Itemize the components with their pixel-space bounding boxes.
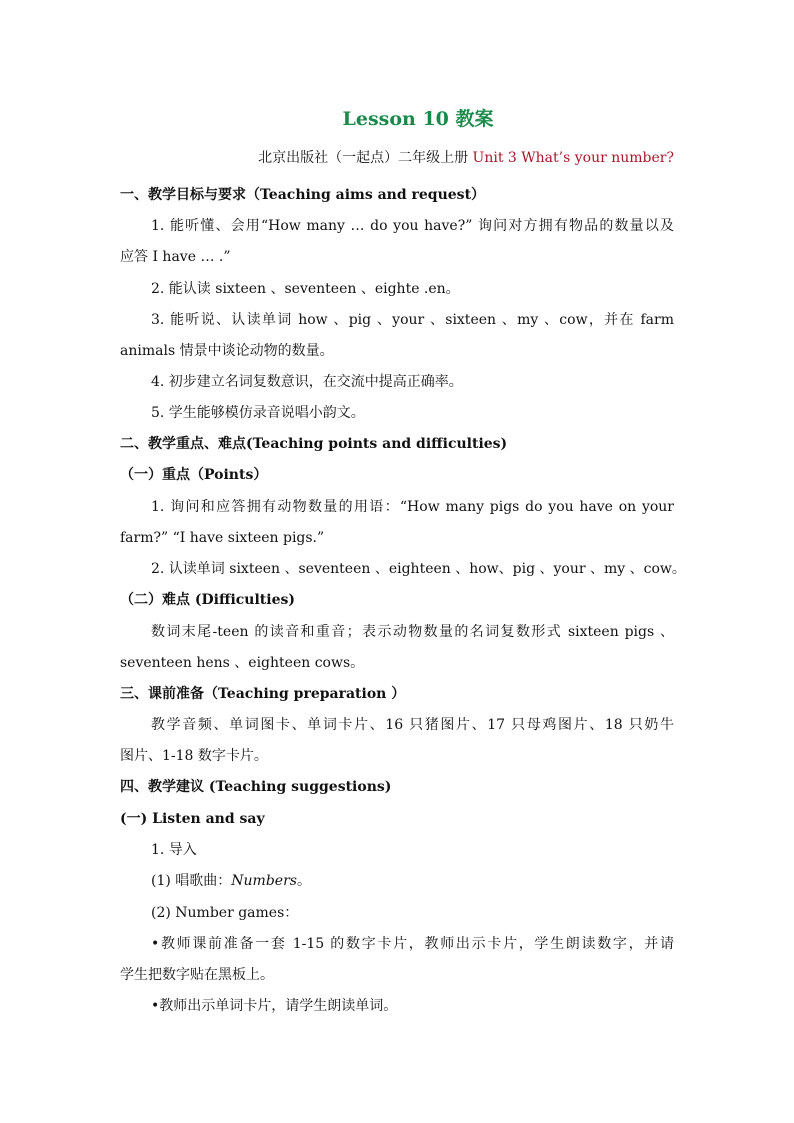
section-heading-prep: 三、课前准备（Teaching preparation ） (120, 686, 406, 702)
subtitle (120, 148, 674, 168)
bullet-2: •教师出示单词卡片，请学生朗读单词。 (151, 998, 398, 1014)
aims-item-3-line-1: 3. 能听说、认读单词 how 、pig 、your 、sixteen 、my 、cow，并在 farm (151, 312, 674, 328)
aims-item-1-line-1: 1. 能听懂、会用“How many … do you have?” 询问对方拥有物品的数量以及 (151, 218, 674, 234)
difficulties-line-1: 数词末尾-teen 的读音和重音；表示动物数量的名词复数形式 sixteen pigs 、 (151, 624, 674, 640)
aims-item-1-line-2: 应答 I have … .” (120, 249, 231, 265)
song-name: Numbers (231, 873, 297, 889)
song-suffix: 。 (296, 873, 311, 889)
difficulties-line-2: seventeen hens 、eighteen cows。 (120, 655, 365, 671)
bullet-1-line-2: 学生把数字贴在黑板上。 (120, 967, 274, 983)
step-1b-number-games: (2) Number games： (151, 905, 299, 921)
points-item-1-line-2: farm?” “I have sixteen pigs.” (120, 530, 325, 546)
step-1-intro: 1. 导入 (151, 842, 197, 858)
publisher-info: 北京出版社（一起点）二年级上册 (258, 150, 473, 166)
points-item-1-line-1: 1. 询问和应答拥有动物数量的用语：“How many pigs do you have on your (151, 499, 674, 515)
prep-line-1: 教学音频、单词图卡、单词卡片、16 只猪图片、17 只母鸡图片、18 只奶牛 (151, 717, 674, 733)
aims-item-4: 4. 初步建立名词复数意识，在交流中提高正确率。 (151, 374, 463, 390)
section-heading-suggestions: 四、教学建议 (Teaching suggestions) (120, 779, 392, 795)
subheading-points: （一）重点（Points） (120, 467, 268, 483)
subheading-listen-and-say: (一) Listen and say (120, 811, 265, 827)
song-prefix: (1) 唱歌曲： (151, 873, 232, 889)
aims-item-2: 2. 能认读 sixteen 、seventeen 、eighte .en。 (151, 281, 460, 297)
step-1a-song (151, 871, 674, 891)
unit-title: Unit 3 What’s your number? (472, 150, 674, 166)
section-heading-points: 二、教学重点、难点(Teaching points and difficulties) (120, 436, 508, 452)
subheading-difficulties: （二）难点 (Difficulties) (120, 592, 295, 608)
aims-item-3-line-2: animals 情景中谈论动物的数量。 (120, 343, 334, 359)
prep-line-2: 图片、1-18 数字卡片。 (120, 748, 268, 764)
page-title: Lesson 10 教案 (342, 108, 494, 130)
bullet-1-line-1: •教师课前准备一套 1-15 的数字卡片，教师出示卡片，学生朗读数字，并请 (151, 936, 674, 952)
aims-item-5: 5. 学生能够模仿录音说唱小韵文。 (151, 405, 365, 421)
section-heading-aims: 一、教学目标与要求（Teaching aims and request） (120, 187, 486, 203)
points-item-2: 2. 认读单词 sixteen 、seventeen 、eighteen 、how、pig 、your 、my 、cow。 (151, 561, 686, 577)
